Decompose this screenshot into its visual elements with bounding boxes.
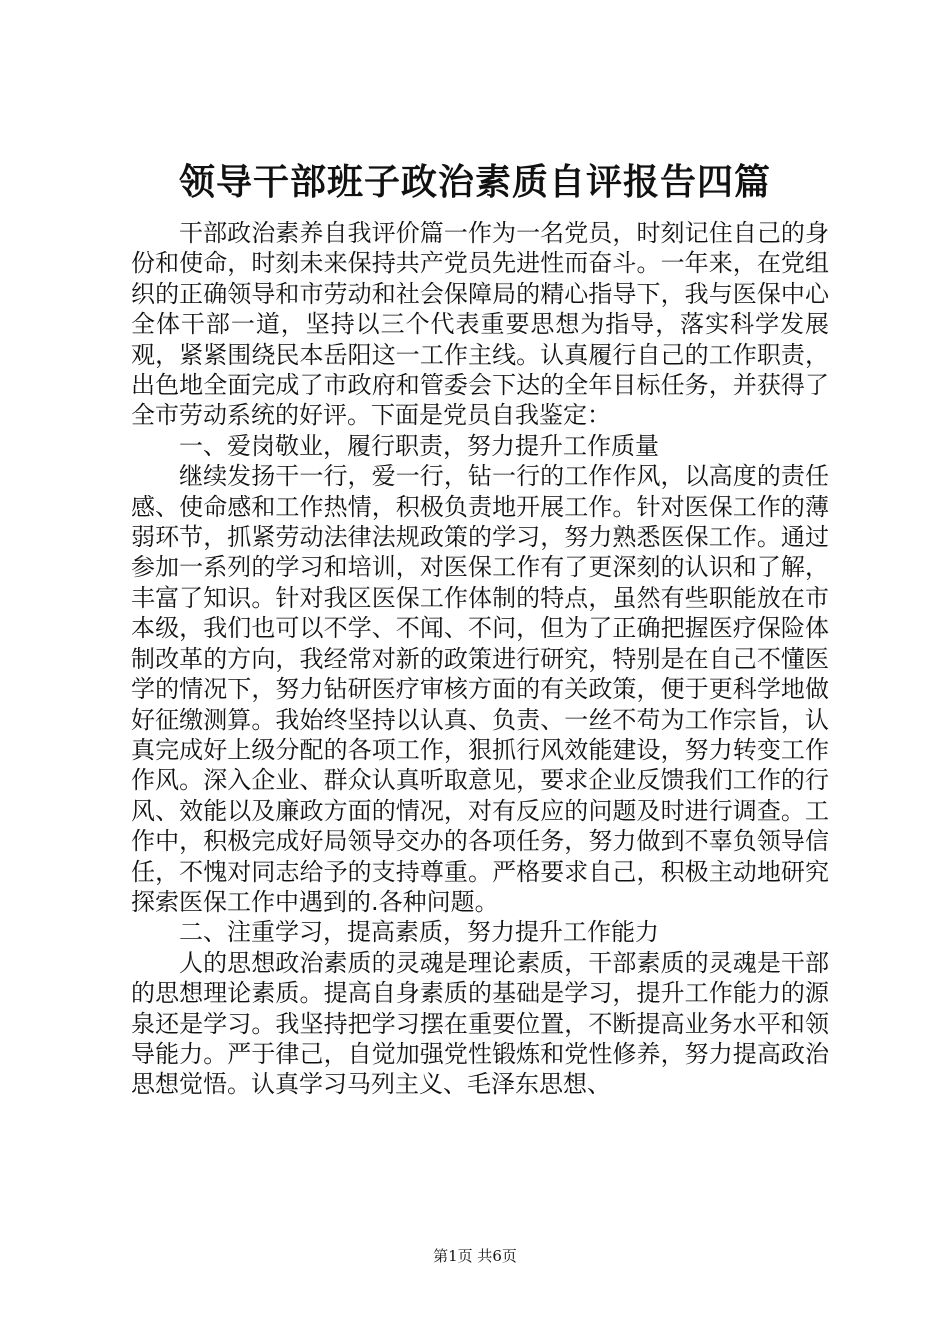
page-footer: 第1页 共6页 — [433, 1247, 517, 1265]
section-heading-2: 二、注重学习，提高素质，努力提升工作能力 — [179, 918, 659, 947]
document-title: 领导干部班子政治素质自评报告四篇 — [178, 161, 771, 203]
paragraph-section-1: 继续发扬干一行，爱一行，钻一行的工作作风，以高度的责任感、使命感和工作热情，积极负责地开展工作。针对医保工作的薄弱环节，抓紧劳动法律法规政策的学习，努力熟悉医保工作。通过参加一系列的学习和培训，对医保工作有了更深刻的认识和了解，丰富了知识。针对我区医保工作体制的特点，虽然有些职能放在市本级，我们也可以不学、不闻、不问，但为了正确把握医疗保险体制改革的方向，我经常对新的政策进行研究，特别是在自己不懂医学的情况下，努力钻研医疗审核方面的有关政策，便于更科学地做好征缴测算。我始终坚持以认真、负责、一丝不苟为工作宗旨，认真完成好上级分配的各项工作，狠抓行风效能建设，努力转变工作作风。深入企业、群众认真听取意见，要求企业反馈我们工作的行风、效能以及廉政方面的情况，对有反应的问题及时进行调查。工作中，积极完成好局领导交办的各项任务，努力做到不辜负领导信任，不愧对同志给予的支持尊重。严格要求自己，积极主动地研究探索医保工作中遇到的.各种问题。 — [131, 462, 829, 916]
document-body — [131, 218, 829, 1100]
paragraph-intro: 干部政治素养自我评价篇一作为一名党员，时刻记住自己的身份和使命，时刻未来保持共产党员先进性而奋斗。一年来，在党组织的正确领导和市劳动和社会保障局的精心指导下，我与医保中心全体干部一道，坚持以三个代表重要思想为指导，落实科学发展观，紧紧围绕民本岳阳这一工作主线。认真履行自己的工作职责，出色地全面完成了市政府和管委会下达的全年目标任务，并获得了全市劳动系统的好评。下面是党员自我鉴定： — [131, 219, 829, 430]
section-heading-1: 一、爱岗敬业，履行职责，努力提升工作质量 — [179, 431, 659, 460]
paragraph-section-2: 人的思想政治素质的灵魂是理论素质，干部素质的灵魂是干部的思想理论素质。提高自身素质的基础是学习，提升工作能力的源泉还是学习。我坚持把学习摆在重要位置，不断提高业务水平和领导能力。严于律己，自觉加强党性锻炼和党性修养，努力提高政治思想觉悟。认真学习马列主义、毛泽东思想、 — [131, 948, 829, 1099]
